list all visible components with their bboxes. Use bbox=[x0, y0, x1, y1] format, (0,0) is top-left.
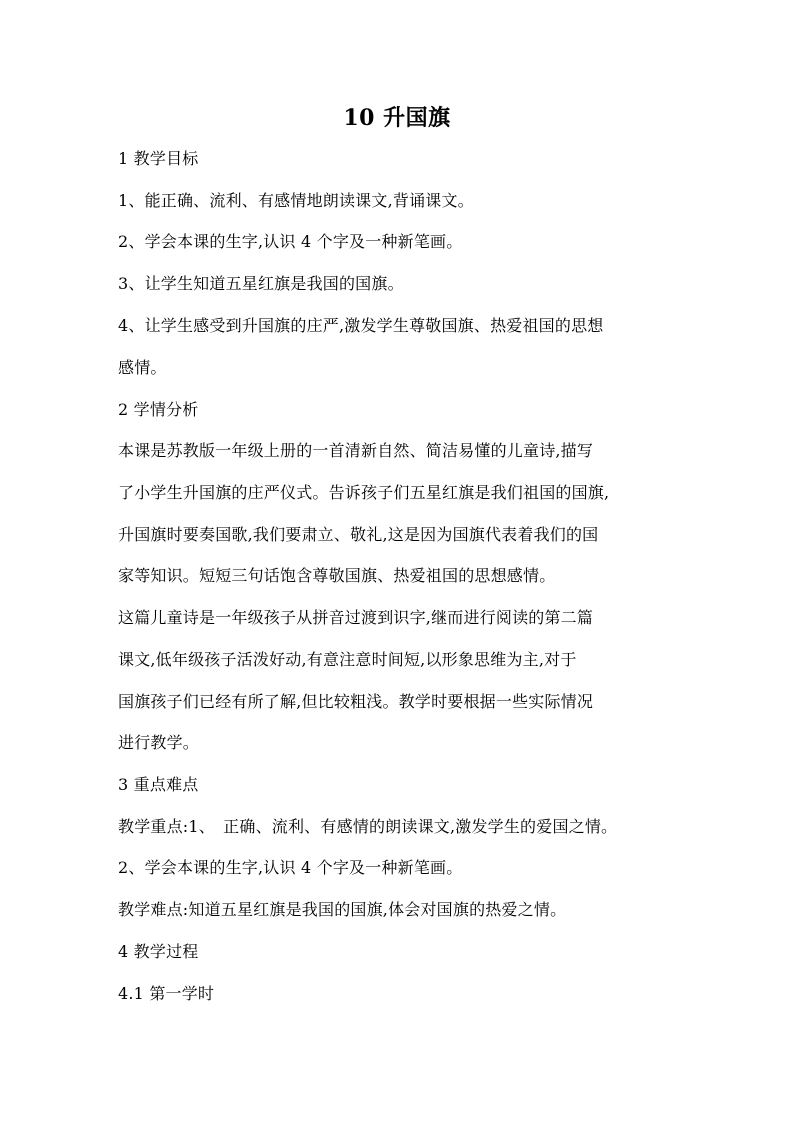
goal-item-4-continued: 感情。 bbox=[118, 358, 167, 377]
goal-item-3: 3、让学生知道五星红旗是我国的国旗。 bbox=[118, 274, 404, 293]
goal-item-4: 4、让学生感受到升国旗的庄严,激发学生尊敬国旗、热爱祖国的思想 bbox=[118, 316, 604, 335]
section-heading-teaching-goals: 1 教学目标 bbox=[118, 149, 199, 168]
paragraph-line: 课文,低年级孩子活泼好动,有意注意时间短,以形象思维为主,对于 bbox=[118, 650, 577, 669]
key-point-line: 2、学会本课的生字,认识 4 个字及一种新笔画。 bbox=[118, 858, 463, 877]
section-heading-student-analysis: 2 学情分析 bbox=[118, 400, 199, 419]
goal-item-1: 1、能正确、流利、有感情地朗读课文,背诵课文。 bbox=[118, 191, 474, 210]
subsection-heading-first-period: 4.1 第一学时 bbox=[118, 984, 215, 1003]
paragraph-line: 这篇儿童诗是一年级孩子从拼音过渡到识字,继而进行阅读的第二篇 bbox=[118, 608, 594, 627]
section-heading-teaching-process: 4 教学过程 bbox=[118, 942, 199, 961]
paragraph-line: 本课是苏教版一年级上册的一首清新自然、简洁易懂的儿童诗,描写 bbox=[118, 441, 594, 460]
goal-item-2: 2、学会本课的生字,认识 4 个字及一种新笔画。 bbox=[118, 232, 463, 251]
document-title: 10 升国旗 bbox=[343, 105, 451, 131]
paragraph-line: 了小学生升国旗的庄严仪式。告诉孩子们五星红旗是我们祖国的国旗, bbox=[118, 483, 610, 502]
difficult-point-line: 教学难点:知道五星红旗是我国的国旗,体会对国旗的热爱之情。 bbox=[118, 900, 567, 919]
paragraph-line: 升国旗时要奏国歌,我们要肃立、敬礼,这是因为国旗代表着我们的国 bbox=[118, 525, 599, 544]
paragraph-line: 家等知识。短短三句话饱含尊敬国旗、热爱祖国的思想感情。 bbox=[118, 566, 556, 585]
key-point-line: 教学重点:1、 正确、流利、有感情的朗读课文,激发学生的爱国之情。 bbox=[118, 817, 618, 836]
paragraph-line: 进行教学。 bbox=[118, 733, 200, 752]
section-heading-key-points: 3 重点难点 bbox=[118, 775, 199, 794]
paragraph-line: 国旗孩子们已经有所了解,但比较粗浅。教学时要根据一些实际情况 bbox=[118, 692, 594, 711]
